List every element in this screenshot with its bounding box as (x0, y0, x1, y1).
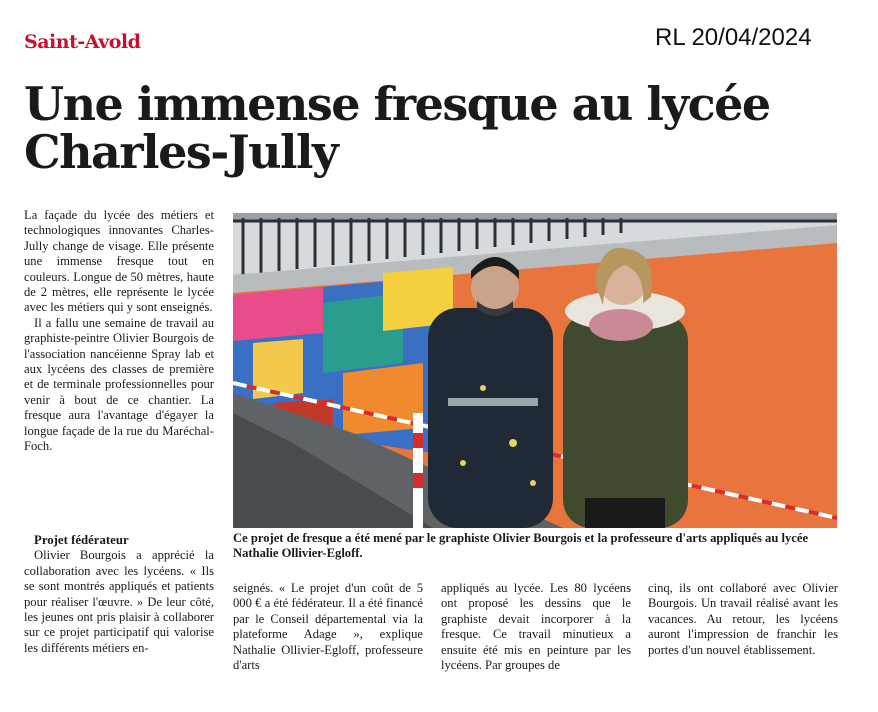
source-date: RL 20/04/2024 (655, 24, 812, 51)
photo-caption: Ce projet de fresque a été mené par le graphiste Olivier Bourgois et la professeure d'arts appliqués au lycée Nathalie Ollivier-Egloff. (233, 531, 809, 561)
paragraph-2: Il a fallu une semaine de travail au graphiste-peintre Olivier Bourgois de l'association nancéienne Spray lab et aux lycéens des classes de première et de terminale professionnelles pour venir à bout de ce chantier. La fresque aura l'avantage d'égayer la longue façade de la rue du Maréchal-Foch. (24, 315, 214, 454)
headline-line-1: Une immense fresque au lycée (24, 77, 770, 131)
paragraph-3: Olivier Bourgois a apprécié la collaboration avec les lycéens. « Ils se sont montrés appliqués et patients pour réaliser l'œuvre. » De leur côté, les jeunes ont pris plaisir à collaborer sur ce projet participatif qui valorise les différents métiers en- (24, 548, 214, 655)
photo-illustration (233, 213, 837, 528)
column-2-text: seignés. « Le projet d'un coût de 5 000 € a été fédérateur. Il a été financé par le Conseil départemental via la plateforme Adage », explique Nathalie Ollivier-Egloff, professeure d'arts (233, 581, 423, 673)
article-column-3 (441, 581, 631, 673)
headline (24, 77, 824, 179)
article-photo (233, 213, 837, 528)
column-4-text: cinq, ils ont collaboré avec Olivier Bourgois. Un travail réalisé avant les vacances. Au retour, les lycéens auront l'impression de franchir les portes d'un nouvel établissement. (648, 581, 838, 657)
section-label: Saint-Avold (24, 31, 141, 53)
headline-line-2: Charles-Jully (24, 125, 338, 179)
article-column-2 (233, 581, 423, 673)
column-3-text: appliqués au lycée. Les 80 lycéens ont proposé les dessins que le graphiste devait incorporer à la fresque. Ce travail minutieux a ensuite été mis en peinture par les lycéens. Par groupes de (441, 581, 631, 673)
paragraph-intro: La façade du lycée des métiers et technologiques innovantes Charles-Jully change de visage. Elle présente une immense fresque tout en couleurs. Longue de 50 mètres, haute de 2 mètres, elle représente le lycée avec les métiers qui y sont enseignés. (24, 208, 214, 315)
article-column-1-lower (24, 533, 214, 656)
article-column-4 (648, 581, 838, 658)
article-column-1 (24, 208, 214, 455)
subhead: Projet fédérateur (34, 533, 129, 547)
